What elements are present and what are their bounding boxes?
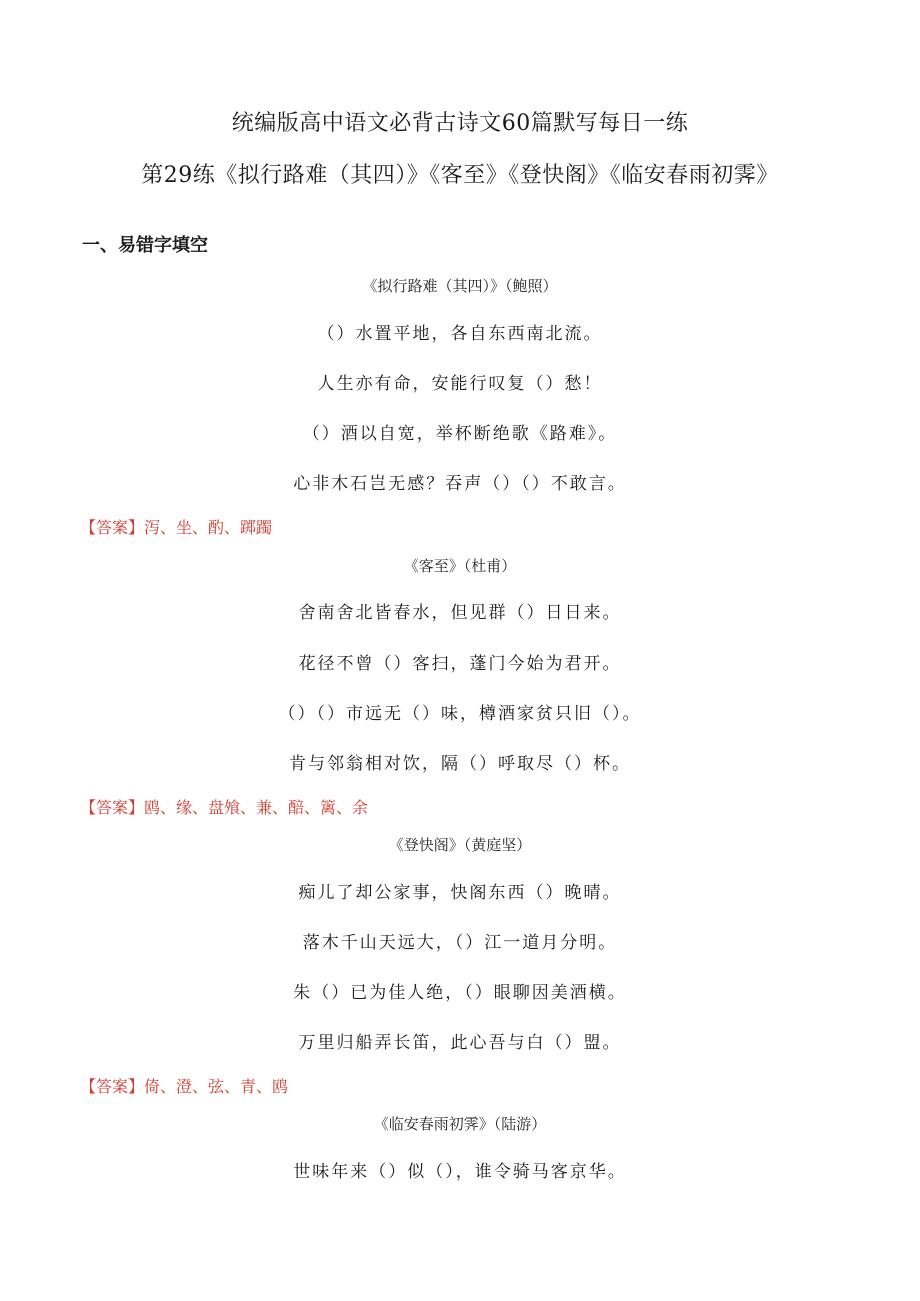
poem-line: 肯与邻翁相对饮，隔（）呼取尽（）杯。 [289,754,631,774]
section-heading: 一、易错字填空 [82,235,208,256]
document-subtitle: 第29练《拟行路难（其四）》《客至》《登快阁》《临安春雨初霁》 [141,163,779,188]
poem-line: 落木千山天远大，（）江一道月分明。 [302,933,618,953]
poem-line: （）水置平地，各自东西南北流。 [317,324,603,344]
poem-line: （）（）市远无（）味，樽酒家贫只旧（）。 [278,704,642,724]
poem-line: 心非木石岂无感？吞声（）（）不敢言。 [293,474,627,494]
poem-heading: 《临安春雨初霁》（陆游） [373,1115,547,1133]
poem-line: 世味年来（）似（），谁令骑马客京华。 [293,1162,627,1182]
document-title: 统编版高中语文必背古诗文60篇默写每日一练 [231,111,689,136]
poem-line: 舍南舍北皆春水，但见群（）日日来。 [298,603,622,623]
poem-line: 万里归船弄长笛，此心吾与白（）盟。 [298,1033,622,1053]
poem-line: 朱（）已为佳人绝，（）眼聊因美酒横。 [293,983,627,1003]
poem-line: （）酒以自宽，举杯断绝歌《路难》。 [302,424,618,444]
poem-line: 痴儿了却公家事，快阁东西（）晚晴。 [298,883,622,903]
poem-line: 人生亦有命，安能行叹复（）愁！ [317,374,603,394]
poem-line: 花径不曾（）客扫，蓬门今始为君开。 [298,654,622,674]
poem-heading: 《客至》（杜甫） [403,557,517,575]
poem-heading: 《拟行路难（其四）》（鲍照） [362,277,558,295]
answer-line: 【答案】鸥、缘、盘飧、兼、醅、篱、余 [80,798,369,817]
poem-heading: 《登快阁》（黄庭坚） [388,836,532,854]
answer-line: 【答案】倚、澄、弦、青、鸥 [80,1077,289,1096]
answer-line: 【答案】泻、坐、酌、踯躅 [80,518,273,537]
